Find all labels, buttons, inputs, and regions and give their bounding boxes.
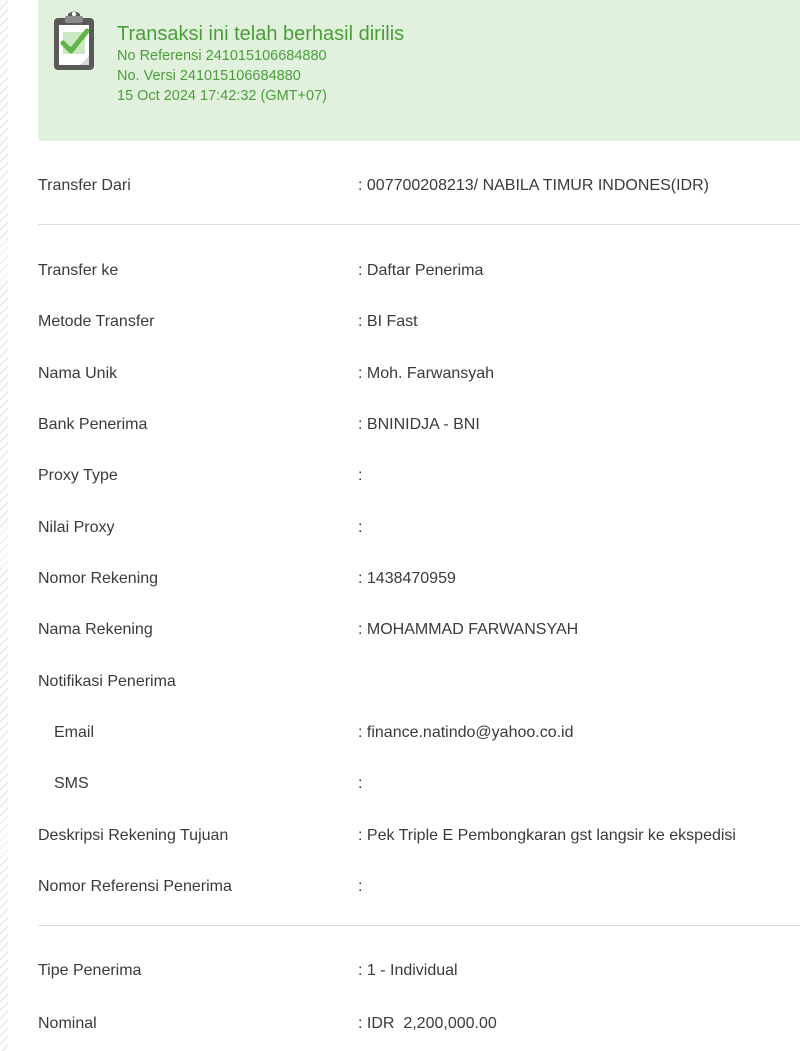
detail-label: Transfer Dari [38, 177, 131, 194]
reference-number: No Referensi 241015106684880 [117, 48, 327, 64]
detail-value: : finance.natindo@yahoo.co.id [358, 724, 574, 741]
detail-label: Bank Penerima [38, 416, 148, 433]
clipboard-check-icon [50, 10, 98, 76]
page-edge-pattern [0, 0, 8, 1051]
detail-value: : 007700208213/ NABILA TIMUR INDONES(IDR) [358, 177, 709, 194]
transaction-timestamp: 15 Oct 2024 17:42:32 (GMT+07) [117, 88, 327, 104]
detail-value: : [358, 519, 363, 536]
detail-row-recipient-bank [38, 413, 798, 437]
detail-row-transfer-from [38, 174, 798, 198]
detail-row-amount [38, 1012, 798, 1036]
banner-title: Transaksi ini telah berhasil dirilis [117, 23, 405, 45]
detail-row-recipient-reference [38, 875, 798, 899]
detail-row-transfer-to [38, 259, 798, 283]
detail-row-unique-name [38, 362, 798, 386]
detail-label: Deskripsi Rekening Tujuan [38, 827, 229, 844]
detail-value: : Moh. Farwansyah [358, 365, 495, 382]
detail-label: Nama Rekening [38, 621, 153, 638]
detail-label: Transfer ke [38, 262, 119, 279]
detail-row-sms [38, 772, 798, 796]
detail-label: Nominal [38, 1015, 97, 1032]
detail-value: : BI Fast [358, 313, 418, 330]
detail-label: Nomor Referensi Penerima [38, 878, 232, 895]
detail-label: Proxy Type [38, 467, 118, 484]
detail-label: Metode Transfer [38, 313, 155, 330]
detail-value: : [358, 878, 363, 895]
success-banner [38, 0, 800, 141]
detail-row-account-number [38, 567, 798, 591]
detail-value: : BNINIDJA - BNI [358, 416, 480, 433]
detail-value: : [358, 467, 363, 484]
detail-row-proxy-type [38, 464, 798, 488]
detail-label: Nilai Proxy [38, 519, 115, 536]
detail-row-recipient-type [38, 959, 798, 983]
detail-label: Nama Unik [38, 365, 118, 382]
section-divider [38, 224, 800, 225]
detail-label: Tipe Penerima [38, 962, 142, 979]
section-divider [38, 925, 800, 926]
detail-value: : [358, 775, 363, 792]
detail-row-email [38, 721, 798, 745]
detail-row-proxy-value [38, 516, 798, 540]
detail-label: Nomor Rekening [38, 570, 159, 587]
detail-value: : MOHAMMAD FARWANSYAH [358, 621, 579, 638]
detail-value: : 1438470959 [358, 570, 456, 587]
detail-value: : Daftar Penerima [358, 262, 484, 279]
detail-label: Email [54, 724, 95, 741]
detail-row-recipient-notification [38, 670, 798, 694]
detail-row-transfer-method [38, 310, 798, 334]
detail-value: : Pek Triple E Pembongkaran gst langsir ke ekspedisi [358, 827, 736, 844]
detail-row-destination-description [38, 824, 798, 848]
detail-label: SMS [54, 775, 89, 792]
detail-row-account-name [38, 618, 798, 642]
version-number: No. Versi 241015106684880 [117, 68, 301, 84]
detail-value: : 1 - Individual [358, 962, 458, 979]
detail-value: : IDR 2,200,000.00 [358, 1015, 497, 1032]
detail-label: Notifikasi Penerima [38, 673, 176, 690]
